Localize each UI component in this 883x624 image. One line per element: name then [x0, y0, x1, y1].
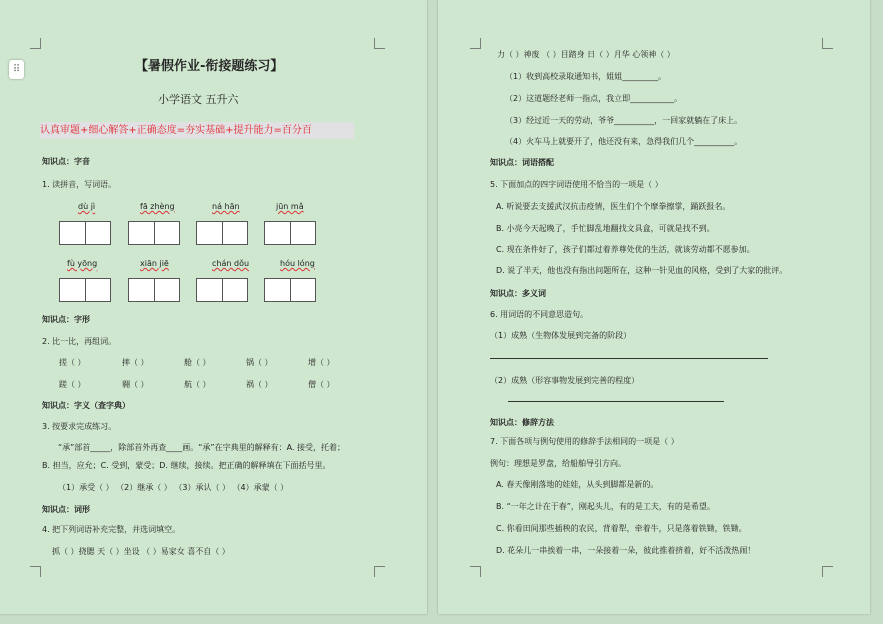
fill-item: （2）这道题经老师一指点，我立即___________。 — [505, 94, 683, 103]
pinyin-label: hóu lóng — [280, 259, 315, 268]
corner-mark-bottom-left — [30, 566, 41, 577]
writing-grid[interactable] — [196, 278, 248, 302]
compare-word-item: 锅（ ） — [246, 358, 273, 367]
compare-word-item: 航（ ） — [184, 380, 211, 389]
question-4-continued: 力（ ）神废 （ ）目踏身 日（ ）月华 心领神（ ） — [497, 50, 675, 59]
move-handle-icon[interactable]: ⠿ — [9, 60, 24, 79]
writing-grid[interactable] — [59, 221, 111, 245]
question-6: 6. 用词语的不同意思造句。 — [490, 310, 589, 319]
pinyin-label: fā zhèng — [140, 202, 175, 211]
question-7: 7. 下面各项与例句使用的修辞手法相同的一项是（ ） — [490, 437, 679, 446]
choice-option: A. 春天像刚落地的娃娃，从头到脚都是新的。 — [496, 480, 659, 489]
compare-word-item: 祸（ ） — [246, 380, 273, 389]
corner-mark-bottom-right — [822, 566, 833, 577]
compare-word-item: 增（ ） — [308, 358, 335, 367]
question-2: 2. 比一比，再组词。 — [42, 337, 117, 346]
knowledge-point-collocation: 知识点：词语搭配 — [490, 158, 554, 167]
pinyin-label: xiān jiē — [140, 259, 169, 268]
choice-option: B. “一年之计在于春”，刚起头儿，有的是工夫，有的是希望。 — [496, 502, 715, 511]
pinyin-label: ná hān — [212, 202, 240, 211]
document-page-right — [438, 0, 870, 614]
compare-word-item: 蹉（ ） — [59, 380, 86, 389]
answer-line[interactable] — [508, 401, 724, 402]
corner-mark-top-left — [470, 38, 481, 49]
question-3-blanks: （1）承受（ ） （2）继承（ ） （3）承认（ ） （4）承蒙（ ） — [58, 483, 289, 492]
compare-word-item: 摔（ ） — [122, 358, 149, 367]
question-4-blanks: 抓（ ）挠腮 天（ ）坐设 （ ）易家女 喜不自（ ） — [52, 547, 230, 556]
document-page-left — [0, 0, 427, 614]
corner-mark-top-right — [822, 38, 833, 49]
fill-item: （1）收到高校录取通知书，姐姐_________。 — [505, 72, 667, 81]
compare-word-item: 搓（ ） — [59, 358, 86, 367]
knowledge-point-glyph: 知识点：字形 — [42, 315, 90, 324]
writing-grid[interactable] — [128, 221, 180, 245]
question-5: 5. 下面加点的四字词语使用不恰当的一项是（ ） — [490, 180, 663, 189]
compare-word-item: 僧（ ） — [308, 380, 335, 389]
choice-option: D. 花朵儿一串挨着一串，一朵接着一朵，彼此推着挤着，好不活泼热闹！ — [496, 546, 756, 555]
writing-grid[interactable] — [59, 278, 111, 302]
knowledge-point-word-form: 知识点：词形 — [42, 505, 90, 514]
pinyin-label: jūn mǎ — [276, 202, 304, 211]
question-3: 3. 按要求完成练习。 — [42, 422, 117, 431]
choice-option: C. 你看田间那些插秧的农民，背着犁，牵着牛，只是落着铁锄，铁锄。 — [496, 524, 747, 533]
writing-grid[interactable] — [264, 278, 316, 302]
choice-option: A. 听说要去支援武汉抗击疫情，医生们个个摩拳擦掌，踊跃报名。 — [496, 202, 731, 211]
question-4: 4. 把下列词语补充完整，并选词填空。 — [42, 525, 181, 534]
question-6-part-1: （1）成熟（生物体发展到完备的阶段） — [490, 331, 632, 340]
page-title: 【暑假作业-衔接题练习】 — [135, 59, 284, 74]
knowledge-point-pronunciation: 知识点：字音 — [42, 157, 90, 166]
pinyin-label: chán dǒu — [212, 259, 250, 268]
choice-option: D. 说了半天，他也没有指出问题所在，这种一针见血的风格，受到了大家的批评。 — [496, 266, 788, 275]
pinyin-label: dù jì — [78, 202, 96, 211]
question-6-part-2: （2）成熟（形容事物发展到完善的程度） — [490, 376, 640, 385]
compare-word-item: 舱（ ） — [184, 358, 211, 367]
writing-grid[interactable] — [264, 221, 316, 245]
corner-mark-bottom-right — [374, 566, 385, 577]
corner-mark-top-right — [374, 38, 385, 49]
page-subtitle: 小学语文 五升六 — [158, 93, 239, 106]
question-1: 1. 读拼音，写词语。 — [42, 180, 117, 189]
example-sentence: 例句：理想是罗盘，给船舶导引方向。 — [490, 459, 626, 468]
knowledge-point-rhetoric: 知识点：修辞方法 — [490, 418, 554, 427]
corner-mark-bottom-left — [470, 566, 481, 577]
question-3-text: “承”部首_____，除部首外再查____画。“承”在字典里的解释有：A. 接受，托着； — [58, 443, 345, 452]
question-3-text: B. 担当，应允；C. 受到，蒙受；D. 继续，接续。把正确的解释填在下面括号里。 — [42, 461, 331, 470]
answer-line[interactable] — [490, 358, 768, 359]
corner-mark-top-left — [30, 38, 41, 49]
fill-item: （3）经过近一天的劳动，爷爷__________，一回家就躺在了床上。 — [505, 116, 743, 125]
knowledge-point-polysemy: 知识点：多义词 — [490, 289, 546, 298]
motto-text: 认真审题+细心解答+正确态度=夯实基础+提升能力=百分百 — [40, 125, 312, 136]
choice-option: C. 现在条件好了，孩子们都过着养尊处优的生活，就该劳动都不愿参加。 — [496, 245, 755, 254]
knowledge-point-meaning: 知识点：字义（查字典） — [42, 401, 130, 410]
choice-option: B. 小亮今天起晚了，手忙脚乱地翻找文具盒，可就是找不到。 — [496, 224, 715, 233]
pinyin-label: fù yōng — [67, 259, 98, 268]
fill-item: （4）火车马上就要开了，他还没有来，急得我们几个__________。 — [505, 137, 743, 146]
writing-grid[interactable] — [196, 221, 248, 245]
compare-word-item: 翱（ ） — [122, 380, 149, 389]
writing-grid[interactable] — [128, 278, 180, 302]
